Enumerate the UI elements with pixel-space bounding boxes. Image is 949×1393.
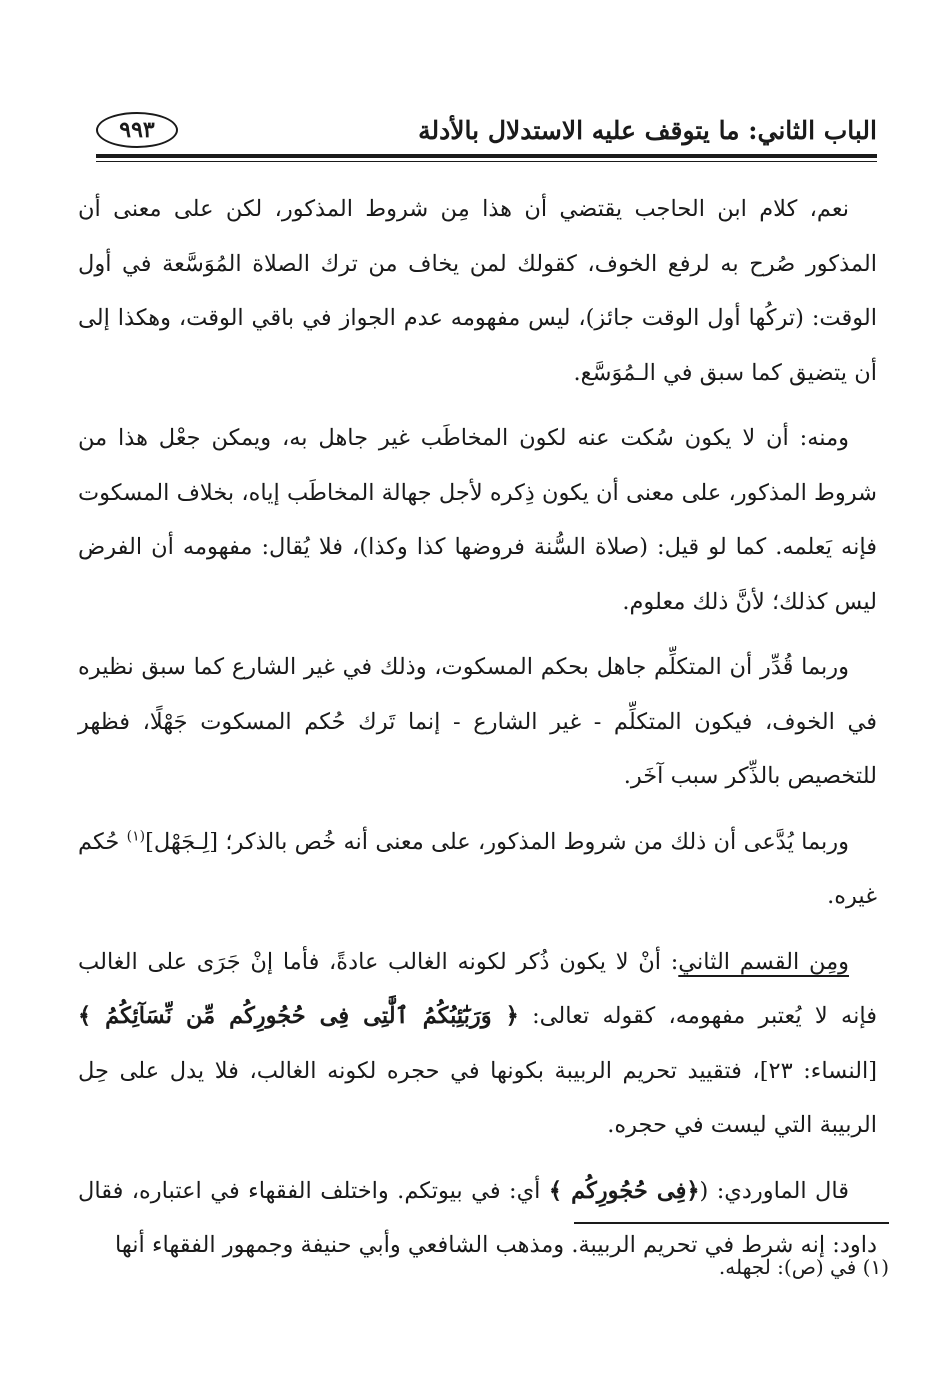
paragraph-text: أي: في بيوتكم. واختلف الفقهاء في اعتباره، فقال داود: إنه شرط في تحريم الربيبة. ومذهب الشافعي وأبي حنيفة وجمهور الفقهاء أنها bbox=[78, 1177, 877, 1258]
paragraph: نعم، كلام ابن الحاجب يقتضي أن هذا مِن شروط المذكور، لكن على معنى أن المذكور صُرح به لرفع الخوف، كقولك لمن يخاف من ترك الصلاة المُوَسَّعة في أول الوقت: (تركُها أول الوقت جائز)، ليس مفهومه عدم الجواز في باقي الوقت، وهكذا إلى أن يتضيق كما سبق في الـمُوَسَّع. bbox=[78, 196, 877, 386]
page-header bbox=[96, 108, 877, 152]
paragraph bbox=[78, 815, 877, 924]
page-number: ٩٩٣ bbox=[96, 112, 178, 148]
header-rule-thin bbox=[96, 161, 877, 162]
paragraph-text: [النساء: ٢٣]، فتقييد تحريم الربيبة بكونها في حجره لكونه الغالب، فلا يدل على حِل الربيبة التي ليست في حجره. bbox=[78, 1057, 877, 1138]
quran-verse: ﴿ وَرَبَٰٓئِبُكُمُ ٱلَّٰتِى فِى حُجُورِكُم مِّن نِّسَآئِكُمُ ﴾ bbox=[78, 1003, 519, 1029]
body-text bbox=[78, 182, 877, 1284]
footnote: (١) في (ص): لجهله. bbox=[718, 1255, 889, 1279]
paragraph-text: وربما يُدَّعى أن ذلك من شروط المذكور، على معنى أنه خُص بالذكر؛ [لِـجَهْل] bbox=[145, 828, 849, 855]
footnote-separator bbox=[574, 1222, 889, 1224]
paragraph-text: : أنْ لا يكون ذُكر لكونه الغالب عادةً، فأما إنْ جَرَى على الغالب فإنه لا يُعتبر مفهومه، كقوله تعالى: bbox=[78, 948, 877, 1029]
quran-verse: ﴿فِى حُجُورِكُم ﴾ bbox=[548, 1177, 700, 1204]
header-rule bbox=[96, 154, 877, 158]
paragraph: ومنه: أن لا يكون سُكت عنه لكون المخاطَب غير جاهل به، ويمكن جعْل هذا من شروط المذكور، على معنى أن يكون ذِكره لأجل جهالة المخاطَب إياه، بخلاف المسكوت فإنه يَعلمه. كما لو قيل: (صلاة السُّنة فروضها كذا وكذا)، فلا يُقال: مفهومه أن الفرض ليس كذلك؛ لأنَّ ذلك معلوم. bbox=[78, 425, 877, 615]
paragraph bbox=[78, 935, 877, 1153]
chapter-title: الباب الثاني: ما يتوقف عليه الاستدلال بالأدلة bbox=[418, 115, 877, 145]
paragraph-text: حُكم غيره. bbox=[78, 828, 877, 909]
footnote-reference: (١) bbox=[126, 828, 146, 844]
paragraph: وربما قُدِّر أن المتكلِّم جاهل بحكم المسكوت، وذلك في غير الشارع كما سبق نظيره في الخوف، فيكون المتكلِّم - غير الشارع - إنما تَرك حُكم المسكوت جَهْلًا، فظهر للتخصيص بالذِّكر سبب آخَر. bbox=[78, 654, 877, 789]
paragraph-text: قال الماوردي: ( bbox=[699, 1177, 849, 1204]
section-label: ومِن القسم الثاني bbox=[678, 948, 849, 975]
